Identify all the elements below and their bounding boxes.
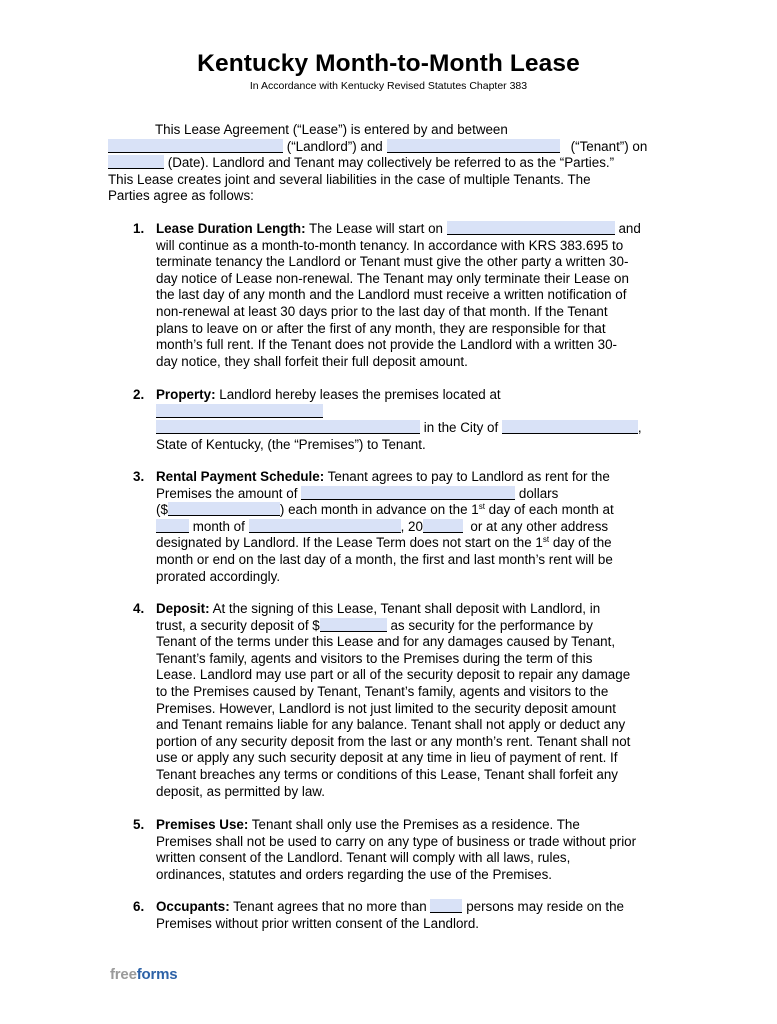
tenant-label: (“Tenant”) on bbox=[570, 138, 648, 154]
section-text: Lease. Landlord may use part or all of the security deposit to repair any damage bbox=[156, 667, 631, 683]
landlord-name-field[interactable] bbox=[108, 139, 283, 153]
section-text: dollars bbox=[518, 485, 559, 501]
section-heading: Lease Duration Length: bbox=[156, 221, 306, 236]
section-text: Premises the amount of bbox=[156, 485, 298, 501]
section-heading: Occupants: bbox=[156, 899, 230, 914]
rent-amount-field[interactable] bbox=[168, 502, 280, 516]
section-heading: Premises Use: bbox=[156, 817, 249, 832]
section-text: Premises. However, Landlord is not just limited to the security deposit amount bbox=[156, 700, 616, 716]
section-text: deposit, as permitted by law. bbox=[156, 783, 325, 799]
section-heading: Property: bbox=[156, 387, 216, 402]
intro-paragraph bbox=[108, 122, 668, 205]
section-text: prorated accordingly. bbox=[156, 568, 281, 584]
tenant-name-field[interactable] bbox=[387, 139, 560, 153]
logo-free-text: free bbox=[110, 966, 137, 983]
section-text: use or apply any such security deposit at any time in lieu of payment of rent. If bbox=[156, 750, 618, 766]
section-text: trust, a security deposit of $ bbox=[156, 617, 320, 633]
section-text: designated by Landlord. If the Lease Term does not start on the 1 bbox=[156, 535, 543, 551]
section-text: month’s full rent. If the Tenant does not provide the Landlord with a written 30- bbox=[156, 337, 618, 353]
document-title: Kentucky Month-to-Month Lease bbox=[197, 50, 580, 77]
section-text: will continue as a month-to-month tenancy. In accordance with KRS 383.695 to bbox=[156, 237, 624, 253]
ordinal-suffix: st bbox=[542, 535, 550, 545]
lease-date-field[interactable] bbox=[108, 155, 164, 169]
section-heading: Deposit: bbox=[156, 601, 210, 616]
max-occupants-field[interactable] bbox=[430, 899, 462, 913]
section-text: in the City of bbox=[423, 420, 499, 436]
section-text: Tenant of the terms under this Lease and for any damages caused by Tenant, bbox=[156, 634, 616, 650]
section-text: Tenant’s family, agents and visitors to the Premises during the term of this bbox=[156, 650, 593, 666]
section-text: , 20 bbox=[400, 518, 423, 534]
section-number: 2. bbox=[133, 387, 145, 402]
landlord-label: (“Landlord”) and bbox=[286, 138, 383, 154]
section-text: At the signing of this Lease, Tenant shall deposit with Landlord, in bbox=[212, 601, 601, 616]
section-text: to the Premises caused by Tenant, Tenant’s family, agents and visitors to the bbox=[156, 683, 609, 699]
rent-day-field[interactable] bbox=[156, 519, 189, 533]
section-text: day notice of Lease non-renewal. The Tenant may only terminate their Lease on bbox=[156, 270, 629, 286]
security-deposit-field[interactable] bbox=[320, 618, 387, 632]
section-number: 1. bbox=[133, 221, 145, 236]
section-text: The Lease will start on bbox=[309, 221, 444, 236]
section-text: written consent of the Landlord. Tenant will comply with all laws, rules, bbox=[156, 850, 571, 866]
intro-line: Parties agree as follows: bbox=[108, 188, 254, 204]
section-text: Premises without prior written consent of the Landlord. bbox=[156, 915, 480, 931]
freeforms-logo[interactable] bbox=[110, 966, 177, 983]
section-text: , bbox=[637, 420, 642, 436]
ordinal-suffix: st bbox=[478, 502, 485, 512]
section-text: Tenant shall only use the Premises as a residence. The bbox=[251, 817, 580, 832]
section-text: portion of any security deposit from the last or any month’s rent. Tenant shall not bbox=[156, 733, 631, 749]
section-text: month or end on the last day of a month, the first and last month’s rent will be bbox=[156, 551, 613, 567]
section-text: Tenant agrees to pay to Landlord as rent for the bbox=[327, 469, 610, 484]
section-text: Landlord hereby leases the premises located at bbox=[219, 387, 501, 402]
property-address-line2-field[interactable] bbox=[156, 420, 420, 434]
section-text: month of bbox=[192, 518, 245, 534]
rent-start-year-field[interactable] bbox=[423, 519, 463, 533]
section-text: Tenant agrees that no more than bbox=[233, 899, 427, 914]
document-subtitle: In Accordance with Kentucky Revised Statutes Chapter 383 bbox=[249, 80, 528, 92]
section-text: day of each month at bbox=[484, 502, 614, 518]
section-heading: Rental Payment Schedule: bbox=[156, 469, 325, 484]
section-text: or at any other address bbox=[470, 518, 609, 534]
section-number: 6. bbox=[133, 899, 145, 914]
section-text: Premises shall not be used to carry on any type of business or trade without prior bbox=[156, 833, 637, 849]
section-text: and Tenant remains liable for any balance. Tenant shall not apply or deduct any bbox=[156, 717, 626, 733]
logo-forms-text: forms bbox=[136, 966, 178, 983]
section-text: Tenant breaches any terms or conditions of this Lease, Tenant shall forfeit any bbox=[156, 766, 618, 782]
section-number: 3. bbox=[133, 469, 145, 484]
section-text: plans to leave on or after the first of any month, they are responsible for that bbox=[156, 320, 606, 336]
rent-start-month-field[interactable] bbox=[249, 519, 401, 533]
lease-start-date-field[interactable] bbox=[447, 221, 615, 235]
section-text: day notice, they shall forfeit their full deposit amount. bbox=[156, 353, 468, 369]
section-text: persons may reside on the bbox=[466, 899, 624, 914]
section-text: day of the bbox=[549, 535, 612, 551]
section-text: ) each month in advance on the 1 bbox=[279, 502, 479, 518]
section-text: and bbox=[618, 221, 641, 236]
section-text: terminate tenancy the Landlord or Tenant must give the other party a written 30- bbox=[156, 254, 629, 270]
section-number: 5. bbox=[133, 817, 145, 832]
section-text: State of Kentucky, (the “Premises”) to Tenant. bbox=[156, 436, 426, 452]
section-text: ordinances, statutes and orders regarding the use of the Premises. bbox=[156, 866, 552, 882]
intro-line: This Lease creates joint and several liabilities in the case of multiple Tenants. The bbox=[108, 171, 591, 187]
section-text: non-renewal at least 30 days prior to the last day of that month. If the Tenant bbox=[156, 303, 608, 319]
intro-line: This Lease Agreement (“Lease”) is entered by and between bbox=[155, 122, 508, 137]
section-number: 4. bbox=[133, 601, 145, 616]
rent-amount-words-field[interactable] bbox=[301, 486, 515, 500]
date-label: (Date). Landlord and Tenant may collectively be referred to as the “Parties.” bbox=[167, 155, 615, 171]
section-text: as security for the performance by bbox=[390, 617, 593, 633]
section-text: ($ bbox=[156, 502, 168, 518]
property-address-line1-field[interactable] bbox=[156, 404, 323, 418]
property-city-field[interactable] bbox=[502, 420, 638, 434]
section-text: the last day of any month and the Landlord must receive a written notification of bbox=[156, 287, 627, 303]
